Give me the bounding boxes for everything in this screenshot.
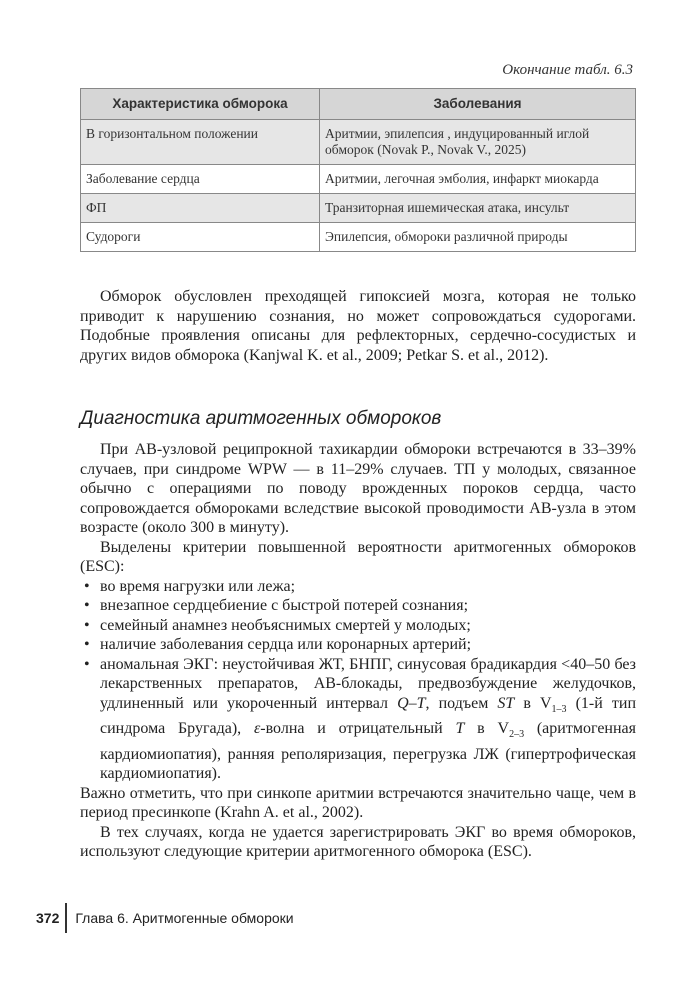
- syncope-table: [80, 88, 636, 252]
- list-item-text: внезапное сердцебиение с быстрой потерей сознания;: [100, 597, 469, 614]
- table-row: [81, 223, 636, 252]
- table-row: [81, 120, 636, 165]
- list-item-text: аномальная ЭКГ: неустойчивая ЖТ, БНПГ, синусовая брадикардия <40–50 без лекарственных препаратов, АВ-блокады, предвозбуждение желудочков, удлиненный или укороченный интервал Q–T, подъем ST в $V_{1-3}$ (1-й тип синдрома Бругада), ε-волна и отрицательный T в $V_{2-3}$ (аритмогенная кардиомиопатия), ранняя реполяризация, перегрузка ЛЖ (гипертрофическая кардиомиопатия).: [100, 655, 637, 783]
- table-cell: ФП: [81, 194, 320, 223]
- paragraph: Обморок обусловлен преходящей гипоксией мозга, которая не только приводит к нарушению сознания, но может сопровождаться судорогами. Подобные проявления описаны для рефлекторных, сердечно-сосудистых и других видов обморока (Kanjwal K. et al., 2009; Petkar S. et al., 2012).: [80, 288, 636, 364]
- table-cell: Эпилепсия, обмороки различной природы: [320, 223, 636, 252]
- bullet-icon: •: [84, 636, 90, 653]
- main-text-block: [80, 440, 636, 862]
- table-cell: В горизонтальном положении: [81, 120, 320, 165]
- list-item: [80, 577, 636, 597]
- page-footer: [36, 903, 294, 933]
- list-item-text: семейный анамнез необъяснимых смертей у молодых;: [100, 616, 471, 634]
- table-header-cell: Характеристика обморока: [81, 89, 320, 120]
- bullet-icon: •: [84, 655, 90, 673]
- list-item: [80, 596, 636, 616]
- page-number: 372: [36, 910, 60, 926]
- table-cell: Заболевание сердца: [81, 165, 320, 194]
- list-item-text: во время нагрузки или лежа;: [100, 577, 296, 595]
- table-header-cell: Заболевания: [320, 89, 636, 120]
- bullet-icon: •: [84, 577, 90, 595]
- paragraph: Важно отметить, что при синкопе аритмии встречаются значительно чаще, чем в период пресинкопе (Krahn A. et al., 2002).: [80, 784, 636, 822]
- bullet-icon: •: [84, 616, 90, 634]
- footer-divider: [65, 903, 67, 933]
- table-row: [81, 194, 636, 223]
- table-row: [81, 165, 636, 194]
- table-cell: Аритмии, легочная эмболия, инфаркт миокарда: [320, 165, 636, 194]
- list-item: [80, 655, 636, 784]
- table-caption: Окончание табл. 6.3: [502, 62, 633, 78]
- paragraph: Выделены критерии повышенной вероятности аритмогенных обмороков (ESC):: [80, 538, 636, 575]
- table-cell: Судороги: [81, 223, 320, 252]
- paragraph: В тех случаях, когда не удается зарегистрировать ЭКГ во время обмороков, используют следующие критерии аритмогенного обморока (ESC).: [80, 823, 636, 861]
- table-cell: Транзиторная ишемическая атака, инсульт: [320, 194, 636, 223]
- table-cell: Аритмии, эпилепсия , индуцированный иглой обморок (Novak P., Novak V., 2025): [320, 120, 636, 165]
- chapter-title: Глава 6. Аритмогенные обмороки: [75, 910, 294, 926]
- list-item: [80, 616, 636, 636]
- table-header-row: [81, 89, 636, 120]
- criteria-list: [80, 577, 636, 784]
- list-item-text: наличие заболевания сердца или коронарных артерий;: [100, 636, 472, 653]
- paragraph: При АВ-узловой реципрокной тахикардии обмороки встречаются в 33–39% случаев, при синдроме WPW — в 11–29% случаев. ТП у молодых, связанное обычно с операциями по поводу врожденных пороков сердца, часто сопровождается обмороками вследствие высокой проводимости АВ-узла в этом возрасте (около 300 в минуту).: [80, 441, 636, 536]
- intro-block: [80, 287, 636, 365]
- bullet-icon: •: [84, 597, 90, 614]
- section-title: Диагностика аритмогенных обмороков: [80, 408, 442, 429]
- list-item: [80, 635, 636, 655]
